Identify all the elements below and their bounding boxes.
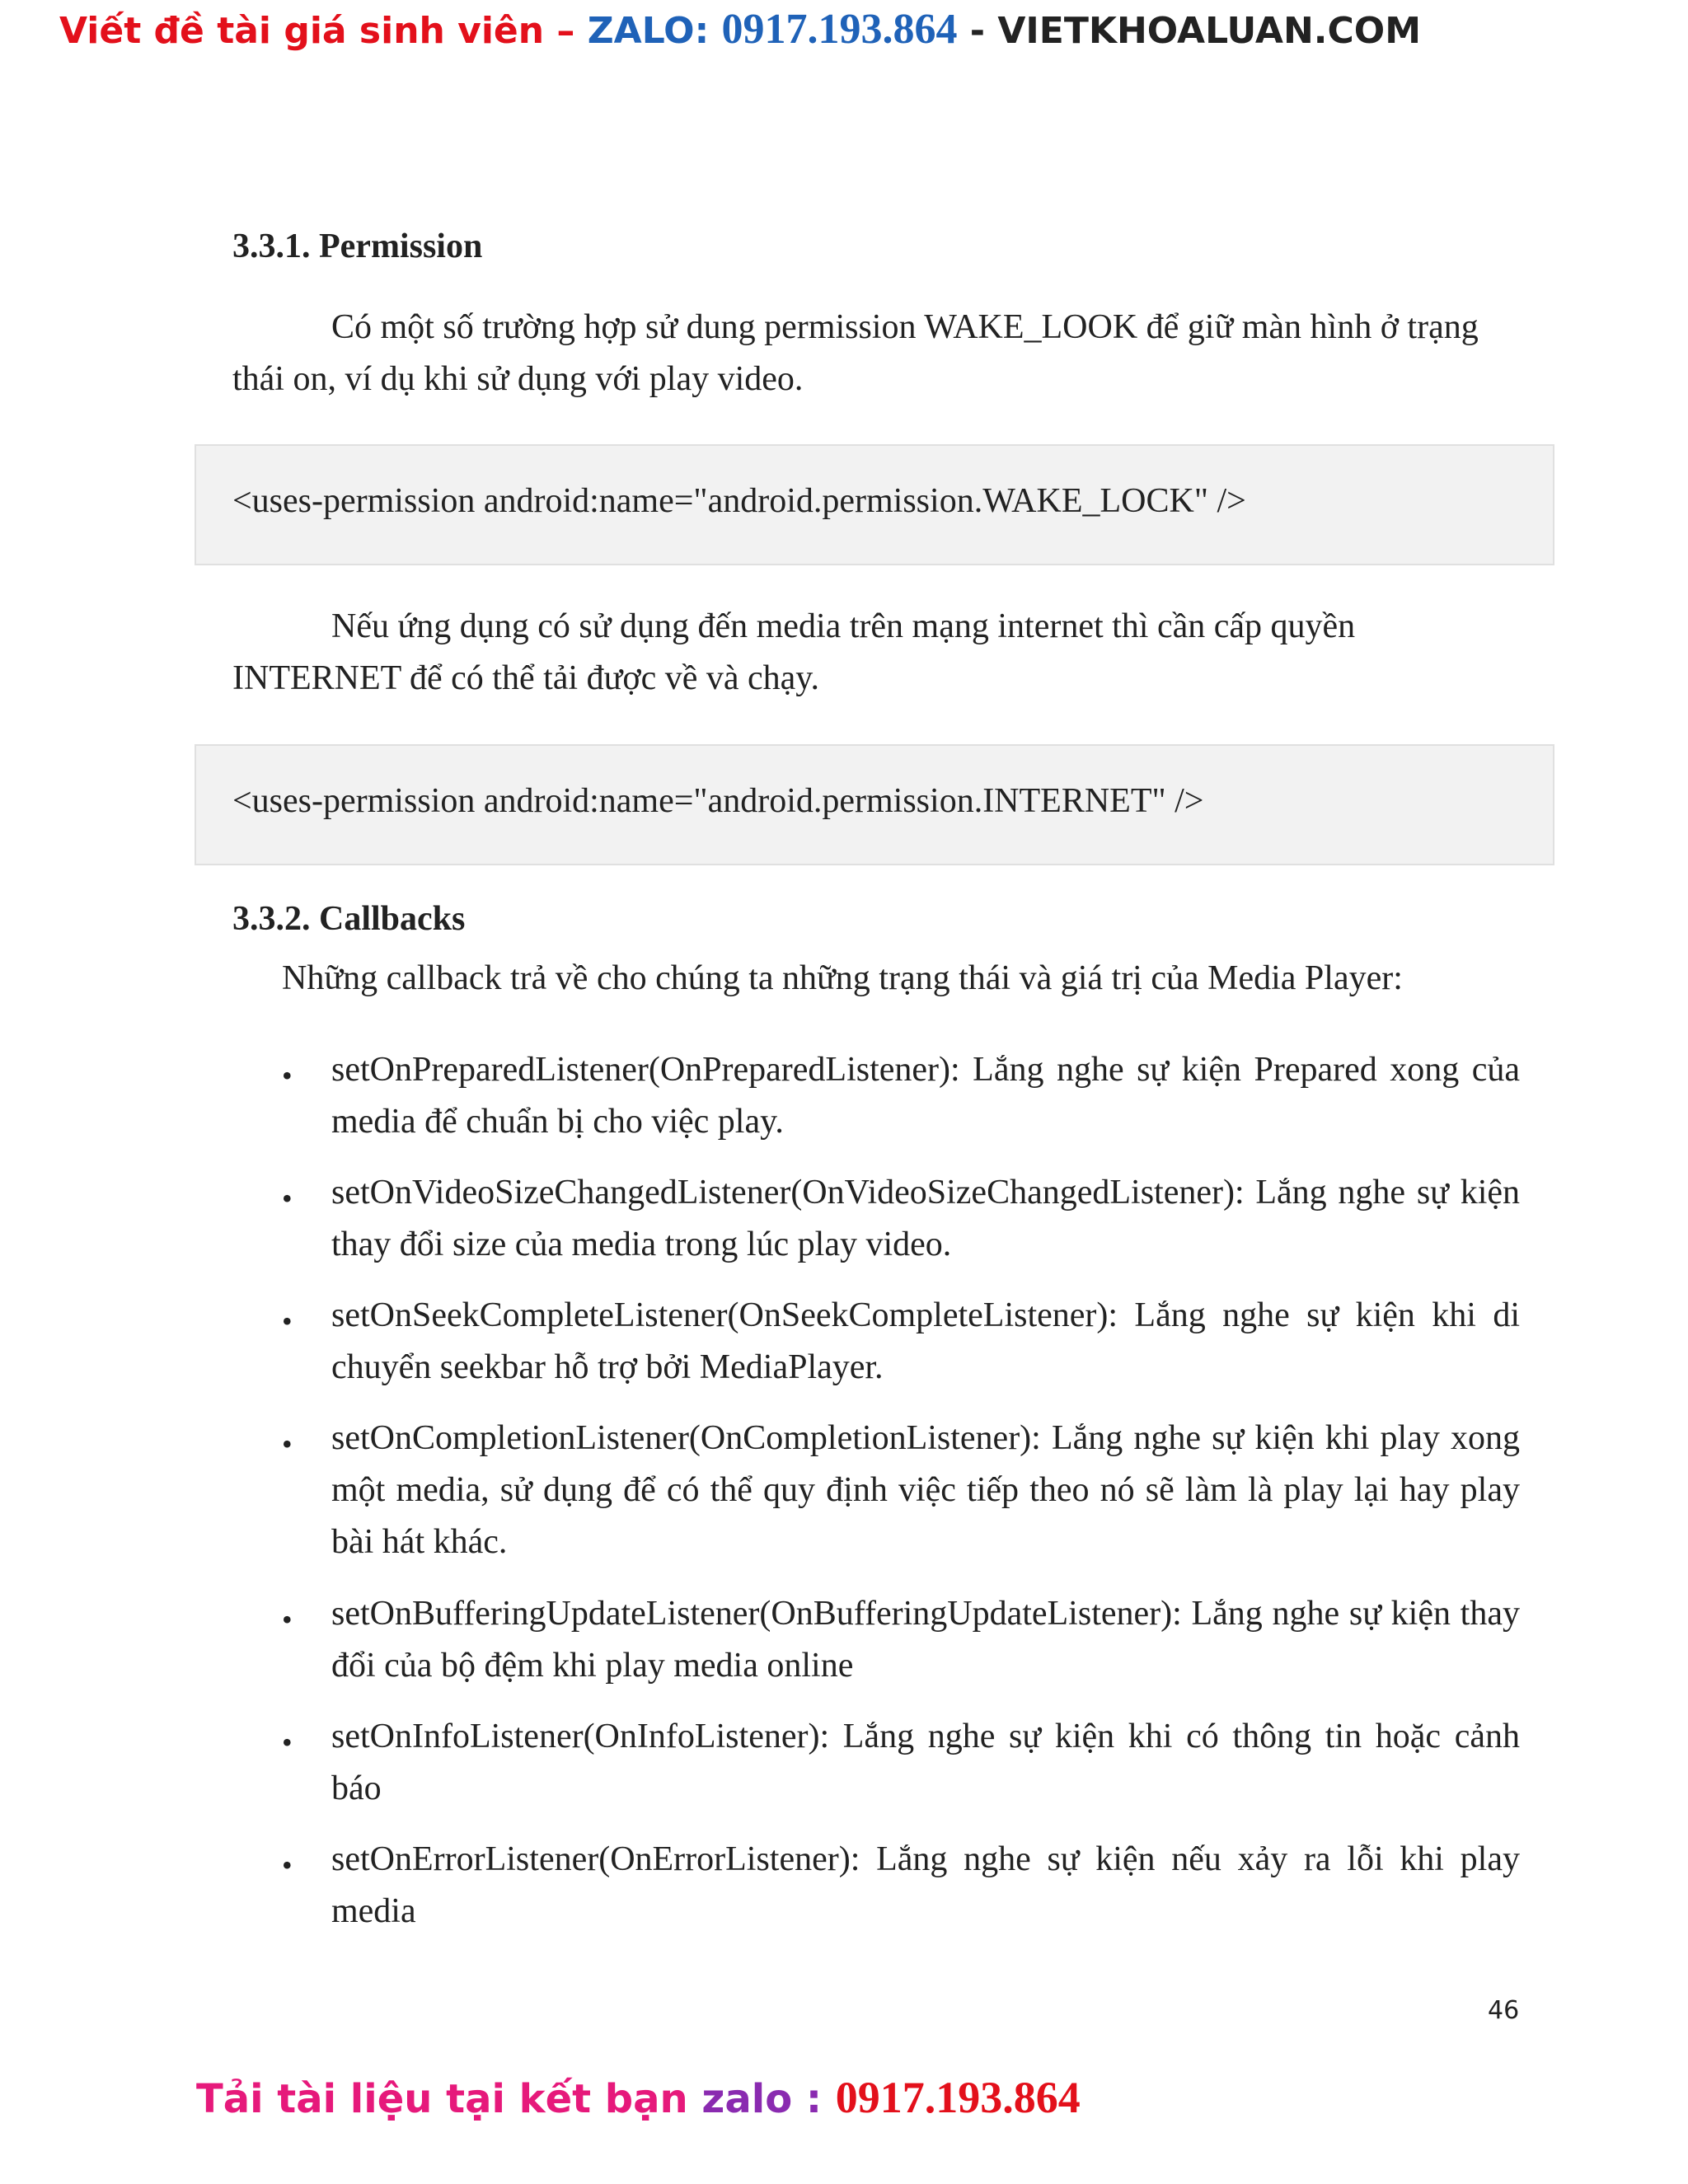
section-heading-permission: 3.3.1. Permission	[232, 227, 483, 265]
paragraph-wake-lock	[232, 302, 1518, 405]
code-line-internet: <uses-permission android:name="android.permission.INTERNET" />	[232, 782, 1204, 820]
callbacks-intro: Những callback trả về cho chúng ta những trạng thái và giá trị của Media Player:	[282, 959, 1403, 997]
bullet-icon: •	[282, 1726, 293, 1759]
header-banner-site: - VIETKHOALUAN.COM	[957, 10, 1421, 52]
list-item-text: setOnSeekCompleteListener(OnSeekCompleteListener): Lắng nghe sự kiện khi di chuyển seekbar hỗ trợ bởi MediaPlayer.	[331, 1296, 1520, 1386]
header-banner-zalo-label: ZALO:	[587, 10, 722, 52]
section-heading-callbacks: 3.3.2. Callbacks	[232, 900, 466, 938]
list-item-text: setOnPreparedListener(OnPreparedListener): Lắng nghe sự kiện Prepared xong của media để chuẩn bị cho việc play.	[331, 1051, 1520, 1141]
list-item-text: setOnBufferingUpdateListener(OnBufferingUpdateListener): Lắng nghe sự kiện thay đổi của bộ đệm khi play media online	[331, 1595, 1520, 1685]
footer-banner-text: Tải tài liệu tại kết bạn	[196, 2076, 702, 2122]
header-banner-phone: 0917.193.864	[721, 6, 958, 53]
bullet-icon: •	[282, 1427, 293, 1460]
bullet-icon: •	[282, 1603, 293, 1636]
list-item-text: setOnVideoSizeChangedListener(OnVideoSizeChangedListener): Lắng nghe sự kiện thay đổi size của media trong lúc play video.	[331, 1174, 1520, 1263]
code-line-wake-lock: <uses-permission android:name="android.permission.WAKE_LOCK" />	[232, 482, 1246, 520]
footer-banner-phone: 0917.193.864	[835, 2073, 1081, 2122]
paragraph-wake-lock-text: Có một số trường hợp sử dung permission WAKE_LOOK để giữ màn hình ở trạng thái on, ví dụ khi sử dụng với play video.	[232, 308, 1479, 398]
list-item-text: setOnErrorListener(OnErrorListener): Lắng nghe sự kiện nếu xảy ra lỗi khi play media	[331, 1840, 1520, 1930]
code-block-internet	[195, 744, 1554, 865]
bullet-icon: •	[282, 1849, 293, 1882]
page-number: 46	[1488, 1996, 1520, 2025]
list-item-text: setOnCompletionListener(OnCompletionListener): Lắng nghe sự kiện khi play xong một media, sử dụng để có thể quy định việc tiếp theo nó sẽ làm là play lại hay play bài hát khác.	[331, 1419, 1520, 1561]
footer-banner-zalo-label: zalo :	[701, 2076, 836, 2122]
bullet-icon: •	[282, 1182, 293, 1215]
bullet-icon: •	[282, 1059, 293, 1092]
bullet-icon: •	[282, 1305, 293, 1338]
paragraph-internet-text: Nếu ứng dụng có sử dụng đến media trên mạng internet thì cần cấp quyền INTERNET để có thể tải được về và chạy.	[232, 607, 1356, 697]
code-block-wake-lock	[195, 444, 1554, 565]
paragraph-internet	[232, 601, 1518, 705]
footer-banner	[196, 2070, 1081, 2126]
header-banner-text: Viết đề tài giá sinh viên –	[59, 10, 588, 52]
list-item-text: setOnInfoListener(OnInfoListener): Lắng nghe sự kiện khi có thông tin hoặc cảnh báo	[331, 1718, 1520, 1807]
header-banner	[59, 5, 1421, 56]
